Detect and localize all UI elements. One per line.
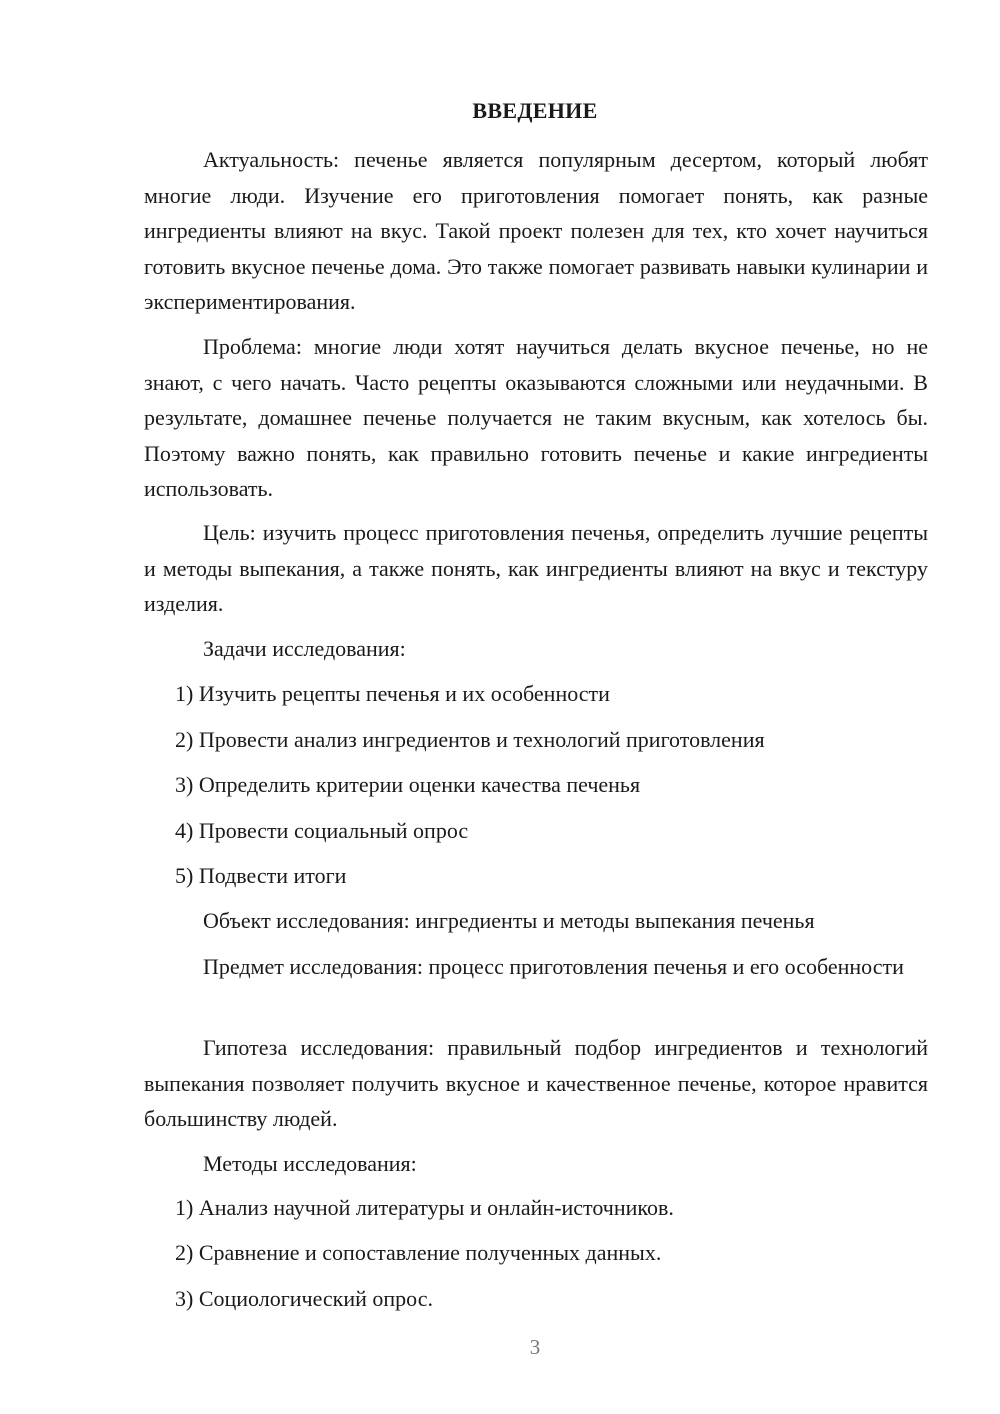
method-item: 1) Анализ научной литературы и онлайн-источников.: [175, 1195, 674, 1220]
method-item: 2) Сравнение и сопоставление полученных данных.: [175, 1240, 662, 1265]
task-item: 5) Подвести итоги: [175, 863, 347, 888]
paragraph-relevance: Актуальность: печенье является популярным десертом, который любят многие люди. Изучение его приготовления помогает понять, как разные ингредиенты влияют на вкус. Такой проект полезен для тех, кто хочет научиться готовить вкусное печенье дома. Это также помогает развивать навыки кулинарии и экспериментирования.: [144, 147, 928, 314]
task-item: 4) Провести социальный опрос: [175, 818, 469, 843]
methods-title: Методы исследования:: [203, 1151, 417, 1176]
task-item: 2) Провести анализ ингредиентов и технологий приготовления: [175, 727, 765, 752]
task-item: 3) Определить критерии оценки качества печенья: [175, 772, 641, 797]
paragraph-object: Объект исследования: ингредиенты и методы выпекания печенья: [203, 908, 815, 933]
paragraph-hypothesis: Гипотеза исследования: правильный подбор ингредиентов и технологий выпекания позволяет получить вкусное и качественное печенье, которое нравится большинству людей.: [144, 1035, 928, 1131]
paragraph-subject: Предмет исследования: процесс приготовления печенья и его особенности: [203, 954, 904, 979]
section-heading: ВВЕДЕНИЕ: [472, 98, 598, 123]
paragraph-problem: Проблема: многие люди хотят научиться делать вкусное печенье, но не знают, с чего начать. Часто рецепты оказываются сложными или неудачными. В результате, домашнее печенье получается не таким вкусным, как хотелось бы. Поэтому важно понять, как правильно готовить печенье и какие ингредиенты использовать.: [144, 334, 928, 501]
method-item: 3) Социологический опрос.: [175, 1286, 433, 1311]
tasks-title: Задачи исследования:: [203, 636, 406, 661]
page-number: 3: [529, 1335, 541, 1359]
paragraph-goal: Цель: изучить процесс приготовления печенья, определить лучшие рецепты и методы выпекания, а также понять, как ингредиенты влияют на вкус и текстуру изделия.: [144, 520, 928, 616]
task-item: 1) Изучить рецепты печенья и их особенности: [175, 681, 610, 706]
